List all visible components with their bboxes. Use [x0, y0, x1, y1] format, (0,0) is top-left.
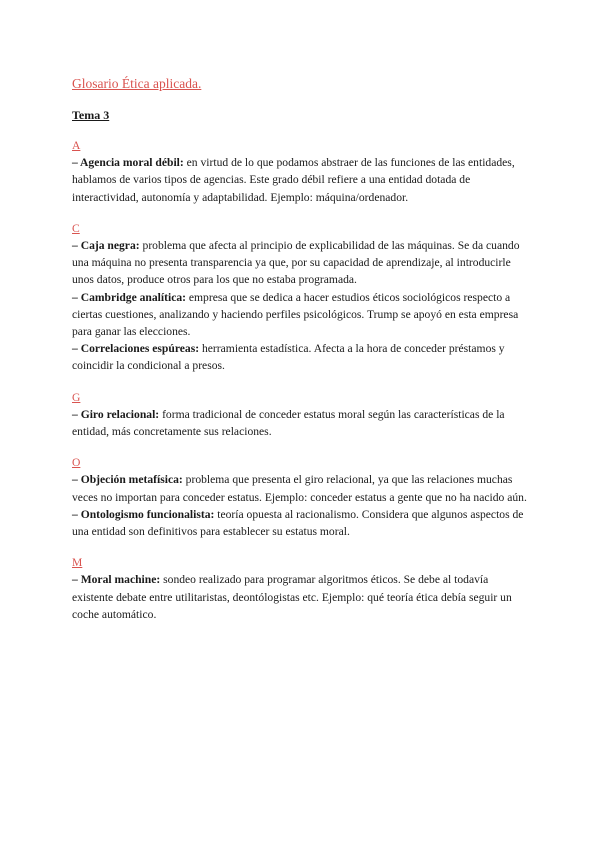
- document-title: Glosario Ética aplicada.: [72, 76, 202, 91]
- entry-term: – Giro relacional:: [72, 407, 160, 421]
- entry-term: – Cambridge analítica:: [72, 290, 186, 304]
- topic-heading: Tema 3: [72, 108, 110, 122]
- entry-term: – Agencia moral débil:: [72, 156, 184, 170]
- glossary-entry: [72, 340, 532, 374]
- entry-definition: herramienta estadística. Afecta a la hora de conceder préstamos y coincidir la condicional a presos.: [72, 342, 505, 373]
- glossary-entry: [72, 289, 532, 341]
- entry-term: – Moral machine:: [72, 573, 161, 587]
- entry-term: – Correlaciones espúreas:: [72, 342, 200, 356]
- glossary-content: [72, 137, 532, 637]
- section-letter: A: [72, 139, 81, 152]
- glossary-entry: [72, 506, 532, 540]
- entry-definition: empresa que se dedica a hacer estudios éticos sociológicos respecto a ciertas cuestiones, analizando y haciendo perfiles psicológicos. Trump se apoyó en esta empresa para ganar las elecciones.: [72, 290, 519, 338]
- section-letter: M: [72, 556, 83, 570]
- section-m: [72, 554, 532, 623]
- entry-term: – Caja negra:: [72, 238, 140, 252]
- section-letter: O: [72, 456, 81, 470]
- entry-definition: problema que afecta al principio de explicabilidad de las máquinas. Se da cuando una máquina no presenta transparencia ya que, por su capacidad de aprendizaje, al introducirle unos datos, produce otros para los que no estaba programada.: [72, 238, 520, 287]
- glossary-entry: [72, 154, 532, 206]
- entry-definition: sondeo realizado para programar algoritmos éticos. Se debe al todavía existente debate entre utilitaristas, deontólogistas etc. Ejemplo: qué teoría ética debía seguir un coche automático.: [72, 573, 512, 621]
- section-letter: C: [72, 221, 80, 235]
- section-c: [72, 220, 532, 375]
- section-o: [72, 454, 532, 540]
- section-a: [72, 137, 532, 206]
- glossary-entry: [72, 406, 532, 440]
- glossary-entry: [72, 471, 532, 505]
- entry-definition: en virtud de lo que podamos abstraer de las funciones de las entidades, hablamos de varios tipos de agencias. Este grado débil refiere a una entidad dotada de interactividad, autonomía y adaptabilidad. Ejemplo: máquina/ordenador.: [72, 156, 515, 204]
- section-g: [72, 389, 532, 441]
- section-letter: G: [72, 390, 81, 404]
- entry-term: – Ontologismo funcionalista:: [72, 507, 215, 521]
- glossary-entry: [72, 237, 532, 289]
- entry-term: – Objeción metafísica:: [72, 473, 183, 487]
- entry-definition: forma tradicional de conceder estatus moral según las características de la entidad, más concretamente sus relaciones.: [72, 407, 505, 438]
- entry-definition: teoría opuesta al racionalismo. Considera que algunos aspectos de una entidad son definitivos para establecer su estatus moral.: [72, 507, 524, 538]
- entry-definition: problema que presenta el giro relacional, ya que las relaciones muchas veces no importan para conceder estatus. Ejemplo: conceder estatus a gente que no ha nacido aún.: [72, 473, 527, 504]
- glossary-entry: [72, 571, 532, 623]
